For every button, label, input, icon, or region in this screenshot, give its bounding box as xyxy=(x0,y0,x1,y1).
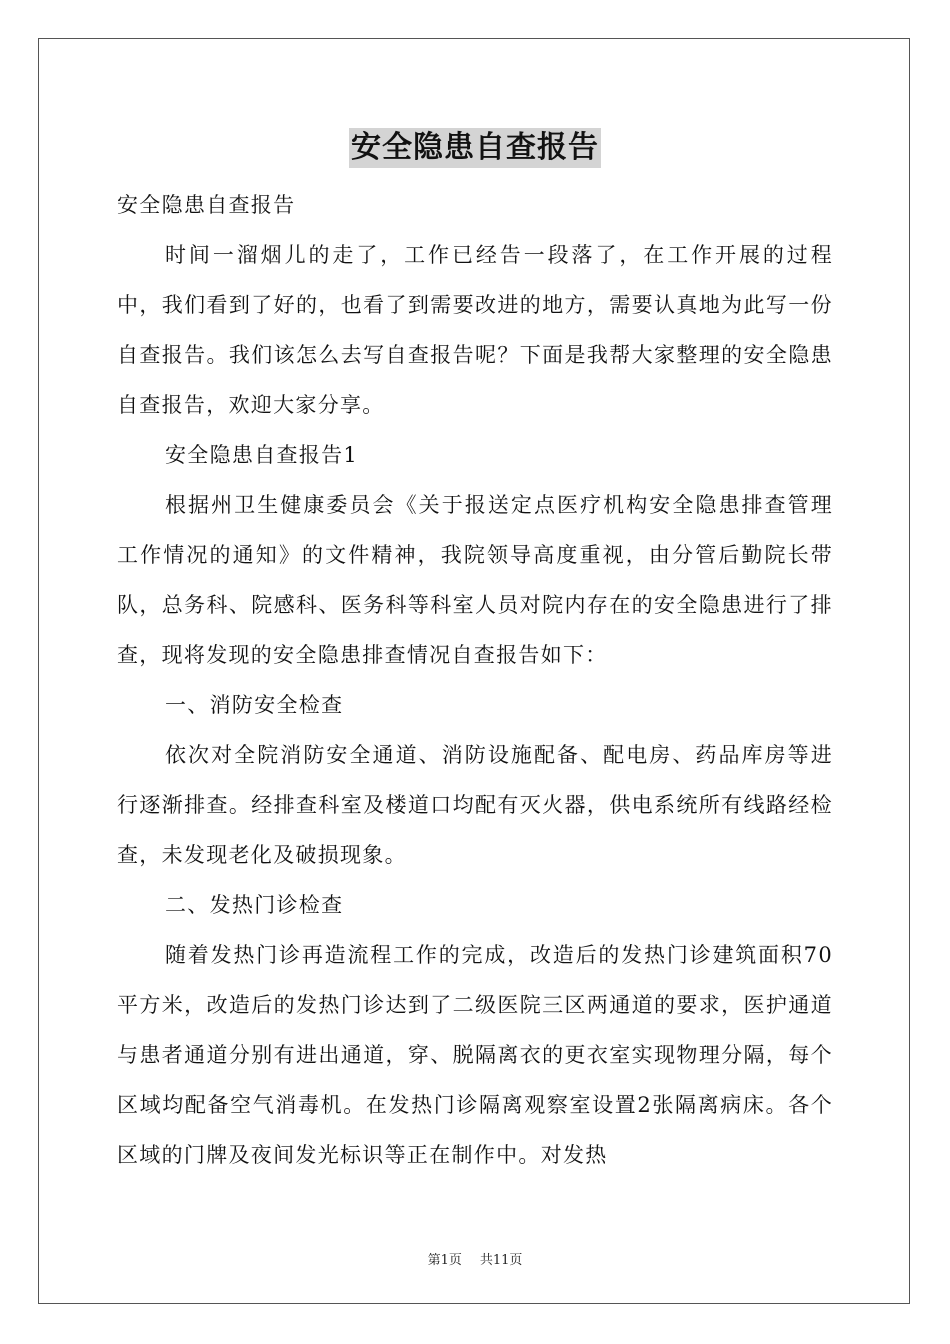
paragraph-fever-clinic: 随着发热门诊再造流程工作的完成，改造后的发热门诊建筑面积70平方米，改造后的发热门诊达到了二级医院三区两通道的要求，医护通道与患者通道分别有进出通道，穿、脱隔离衣的更衣室实现物理分隔，每个区域均配备空气消毒机。在发热门诊隔离观察室设置2张隔离病床。各个区域的门牌及夜间发光标识等正在制作中。对发热 xyxy=(117,943,833,1167)
section-heading-report-1: 安全隐患自查报告1 xyxy=(165,443,359,467)
page-total: 共11页 xyxy=(479,1253,523,1268)
title-area xyxy=(0,128,950,168)
document-title: 安全隐患自查报告 xyxy=(349,128,601,168)
page-footer xyxy=(0,1249,950,1268)
paragraph-subtitle: 安全隐患自查报告 xyxy=(117,193,296,217)
section-heading-fever-clinic: 二、发热门诊检查 xyxy=(165,893,344,917)
paragraph-background: 根据州卫生健康委员会《关于报送定点医疗机构安全隐患排查管理工作情况的通知》的文件精神，我院领导高度重视，由分管后勤院长带队，总务科、院感科、医务科等科室人员对院内存在的安全隐患进行了排查，现将发现的安全隐患排查情况自查报告如下： xyxy=(117,493,833,667)
page-number: 第1页 xyxy=(427,1253,462,1268)
paragraph-intro: 时间一溜烟儿的走了，工作已经告一段落了，在工作开展的过程中，我们看到了好的，也看了到需要改进的地方，需要认真地为此写一份自查报告。我们该怎么去写自查报告呢？下面是我帮大家整理的安全隐患自查报告，欢迎大家分享。 xyxy=(117,243,833,417)
document-body xyxy=(117,180,833,1180)
section-heading-fire-safety: 一、消防安全检查 xyxy=(165,693,344,717)
paragraph-fire-safety: 依次对全院消防安全通道、消防设施配备、配电房、药品库房等进行逐渐排查。经排查科室及楼道口均配有灭火器，供电系统所有线路经检查，未发现老化及破损现象。 xyxy=(117,743,833,867)
